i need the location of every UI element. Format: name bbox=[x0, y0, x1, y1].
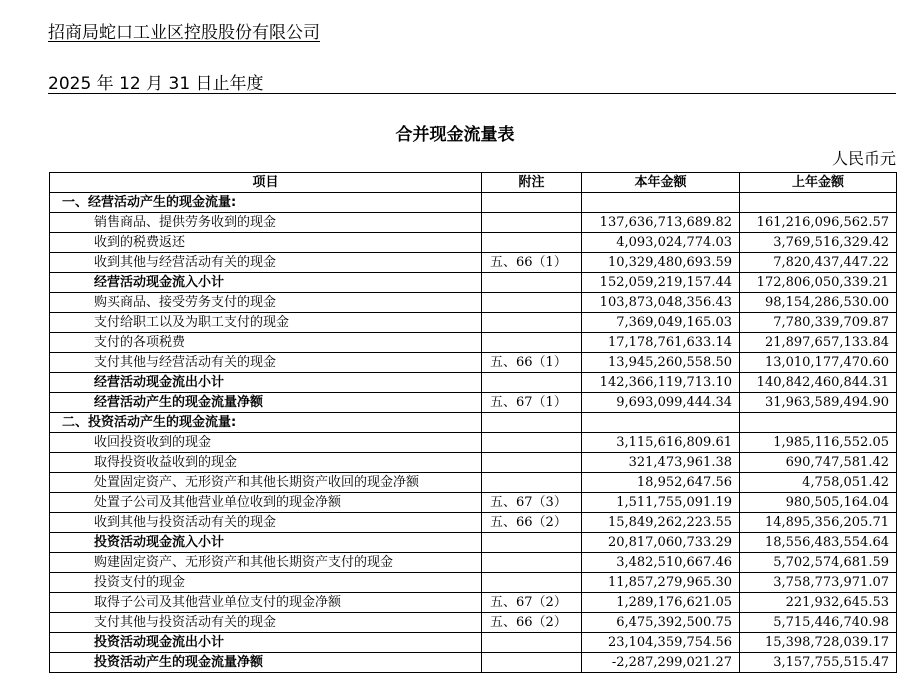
note-ref: 五、67（3） bbox=[482, 493, 582, 513]
header-divider bbox=[48, 93, 896, 94]
note-ref bbox=[482, 473, 582, 493]
statement-title: 合并现金流量表 bbox=[395, 125, 515, 145]
table-row bbox=[50, 293, 897, 313]
current-year-amount: -2,287,299,021.27 bbox=[582, 653, 740, 673]
cash-flow-table bbox=[49, 172, 897, 673]
note-ref bbox=[482, 653, 582, 673]
section-row bbox=[50, 193, 897, 213]
column-header-current-year: 本年金额 bbox=[582, 173, 740, 193]
note-ref bbox=[482, 293, 582, 313]
current-year-amount: 3,482,510,667.46 bbox=[582, 553, 740, 573]
prior-year-amount: 5,702,574,681.59 bbox=[740, 553, 897, 573]
line-item-label: 投资活动现金流入小计 bbox=[50, 533, 482, 553]
prior-year-amount: 31,963,589,494.90 bbox=[740, 393, 897, 413]
current-year-amount: 9,693,099,444.34 bbox=[582, 393, 740, 413]
column-header-item: 项目 bbox=[50, 173, 482, 193]
current-year-amount: 3,115,616,809.61 bbox=[582, 433, 740, 453]
prior-year-amount bbox=[740, 413, 897, 433]
subtotal-row bbox=[50, 393, 897, 413]
line-item-label: 经营活动现金流入小计 bbox=[50, 273, 482, 293]
line-item-label: 处置子公司及其他营业单位收到的现金净额 bbox=[50, 493, 482, 513]
table-row bbox=[50, 233, 897, 253]
line-item-label: 投资活动产生的现金流量净额 bbox=[50, 653, 482, 673]
subtotal-row bbox=[50, 653, 897, 673]
line-item-label: 取得子公司及其他营业单位支付的现金净额 bbox=[50, 593, 482, 613]
current-year-amount: 17,178,761,633.14 bbox=[582, 333, 740, 353]
prior-year-amount: 3,758,773,971.07 bbox=[740, 573, 897, 593]
prior-year-amount bbox=[740, 193, 897, 213]
line-item-label: 支付给职工以及为职工支付的现金 bbox=[50, 313, 482, 333]
prior-year-amount: 13,010,177,470.60 bbox=[740, 353, 897, 373]
table-row bbox=[50, 353, 897, 373]
table-row bbox=[50, 553, 897, 573]
current-year-amount: 152,059,219,157.44 bbox=[582, 273, 740, 293]
current-year-amount: 23,104,359,754.56 bbox=[582, 633, 740, 653]
table-row bbox=[50, 213, 897, 233]
note-ref bbox=[482, 373, 582, 393]
current-year-amount: 4,093,024,774.03 bbox=[582, 233, 740, 253]
table-row bbox=[50, 333, 897, 353]
line-item-label: 购建固定资产、无形资产和其他长期资产支付的现金 bbox=[50, 553, 482, 573]
prior-year-amount: 221,932,645.53 bbox=[740, 593, 897, 613]
note-ref: 五、67（1） bbox=[482, 393, 582, 413]
note-ref bbox=[482, 533, 582, 553]
reporting-period: 2025 年 12 月 31 日止年度 bbox=[48, 74, 264, 94]
current-year-amount bbox=[582, 413, 740, 433]
prior-year-amount: 1,985,116,552.05 bbox=[740, 433, 897, 453]
line-item-label: 一、经营活动产生的现金流量: bbox=[50, 193, 482, 213]
line-item-label: 收到其他与经营活动有关的现金 bbox=[50, 253, 482, 273]
table-row bbox=[50, 313, 897, 333]
note-ref bbox=[482, 633, 582, 653]
table-header-row bbox=[50, 173, 897, 193]
prior-year-amount: 98,154,286,530.00 bbox=[740, 293, 897, 313]
current-year-amount: 15,849,262,223.55 bbox=[582, 513, 740, 533]
prior-year-amount: 4,758,051.42 bbox=[740, 473, 897, 493]
line-item-label: 投资活动现金流出小计 bbox=[50, 633, 482, 653]
prior-year-amount: 172,806,050,339.21 bbox=[740, 273, 897, 293]
column-header-prior-year: 上年金额 bbox=[740, 173, 897, 193]
note-ref bbox=[482, 553, 582, 573]
prior-year-amount: 21,897,657,133.84 bbox=[740, 333, 897, 353]
column-header-note: 附注 bbox=[482, 173, 582, 193]
prior-year-amount: 18,556,483,554.64 bbox=[740, 533, 897, 553]
note-ref bbox=[482, 313, 582, 333]
table-row bbox=[50, 593, 897, 613]
note-ref bbox=[482, 213, 582, 233]
note-ref bbox=[482, 273, 582, 293]
subtotal-row bbox=[50, 533, 897, 553]
line-item-label: 支付其他与投资活动有关的现金 bbox=[50, 613, 482, 633]
current-year-amount: 6,475,392,500.75 bbox=[582, 613, 740, 633]
subtotal-row bbox=[50, 633, 897, 653]
prior-year-amount: 140,842,460,844.31 bbox=[740, 373, 897, 393]
current-year-amount: 321,473,961.38 bbox=[582, 453, 740, 473]
note-ref: 五、66（1） bbox=[482, 253, 582, 273]
line-item-label: 销售商品、提供劳务收到的现金 bbox=[50, 213, 482, 233]
current-year-amount: 137,636,713,689.82 bbox=[582, 213, 740, 233]
note-ref bbox=[482, 413, 582, 433]
subtotal-row bbox=[50, 273, 897, 293]
table-row bbox=[50, 453, 897, 473]
current-year-amount: 20,817,060,733.29 bbox=[582, 533, 740, 553]
current-year-amount: 10,329,480,693.59 bbox=[582, 253, 740, 273]
table-row bbox=[50, 513, 897, 533]
line-item-label: 取得投资收益收到的现金 bbox=[50, 453, 482, 473]
prior-year-amount: 980,505,164.04 bbox=[740, 493, 897, 513]
line-item-label: 支付其他与经营活动有关的现金 bbox=[50, 353, 482, 373]
current-year-amount: 1,511,755,091.19 bbox=[582, 493, 740, 513]
prior-year-amount: 690,747,581.42 bbox=[740, 453, 897, 473]
note-ref bbox=[482, 333, 582, 353]
current-year-amount: 1,289,176,621.05 bbox=[582, 593, 740, 613]
table-row bbox=[50, 253, 897, 273]
table-row bbox=[50, 433, 897, 453]
note-ref bbox=[482, 193, 582, 213]
currency-unit: 人民币元 bbox=[831, 149, 896, 168]
line-item-label: 收到其他与投资活动有关的现金 bbox=[50, 513, 482, 533]
line-item-label: 投资支付的现金 bbox=[50, 573, 482, 593]
note-ref bbox=[482, 453, 582, 473]
prior-year-amount: 7,820,437,447.22 bbox=[740, 253, 897, 273]
table-row bbox=[50, 473, 897, 493]
line-item-label: 收回投资收到的现金 bbox=[50, 433, 482, 453]
prior-year-amount: 15,398,728,039.17 bbox=[740, 633, 897, 653]
line-item-label: 支付的各项税费 bbox=[50, 333, 482, 353]
line-item-label: 经营活动产生的现金流量净额 bbox=[50, 393, 482, 413]
current-year-amount: 7,369,049,165.03 bbox=[582, 313, 740, 333]
prior-year-amount: 7,780,339,709.87 bbox=[740, 313, 897, 333]
note-ref: 五、66（2） bbox=[482, 513, 582, 533]
prior-year-amount: 3,157,755,515.47 bbox=[740, 653, 897, 673]
subtotal-row bbox=[50, 373, 897, 393]
current-year-amount: 142,366,119,713.10 bbox=[582, 373, 740, 393]
section-row bbox=[50, 413, 897, 433]
line-item-label: 经营活动现金流出小计 bbox=[50, 373, 482, 393]
note-ref: 五、67（2） bbox=[482, 593, 582, 613]
table-row bbox=[50, 493, 897, 513]
note-ref: 五、66（2） bbox=[482, 613, 582, 633]
prior-year-amount: 161,216,096,562.57 bbox=[740, 213, 897, 233]
note-ref bbox=[482, 233, 582, 253]
current-year-amount: 13,945,260,558.50 bbox=[582, 353, 740, 373]
current-year-amount: 103,873,048,356.43 bbox=[582, 293, 740, 313]
company-name: 招商局蛇口工业区控股股份有限公司 bbox=[48, 23, 320, 43]
prior-year-amount: 14,895,356,205.71 bbox=[740, 513, 897, 533]
current-year-amount: 11,857,279,965.30 bbox=[582, 573, 740, 593]
table-row bbox=[50, 613, 897, 633]
current-year-amount bbox=[582, 193, 740, 213]
line-item-label: 购买商品、接受劳务支付的现金 bbox=[50, 293, 482, 313]
line-item-label: 二、投资活动产生的现金流量: bbox=[50, 413, 482, 433]
line-item-label: 收到的税费返还 bbox=[50, 233, 482, 253]
table-row bbox=[50, 573, 897, 593]
prior-year-amount: 5,715,446,740.98 bbox=[740, 613, 897, 633]
note-ref: 五、66（1） bbox=[482, 353, 582, 373]
note-ref bbox=[482, 433, 582, 453]
note-ref bbox=[482, 573, 582, 593]
line-item-label: 处置固定资产、无形资产和其他长期资产收回的现金净额 bbox=[50, 473, 482, 493]
current-year-amount: 18,952,647.56 bbox=[582, 473, 740, 493]
prior-year-amount: 3,769,516,329.42 bbox=[740, 233, 897, 253]
